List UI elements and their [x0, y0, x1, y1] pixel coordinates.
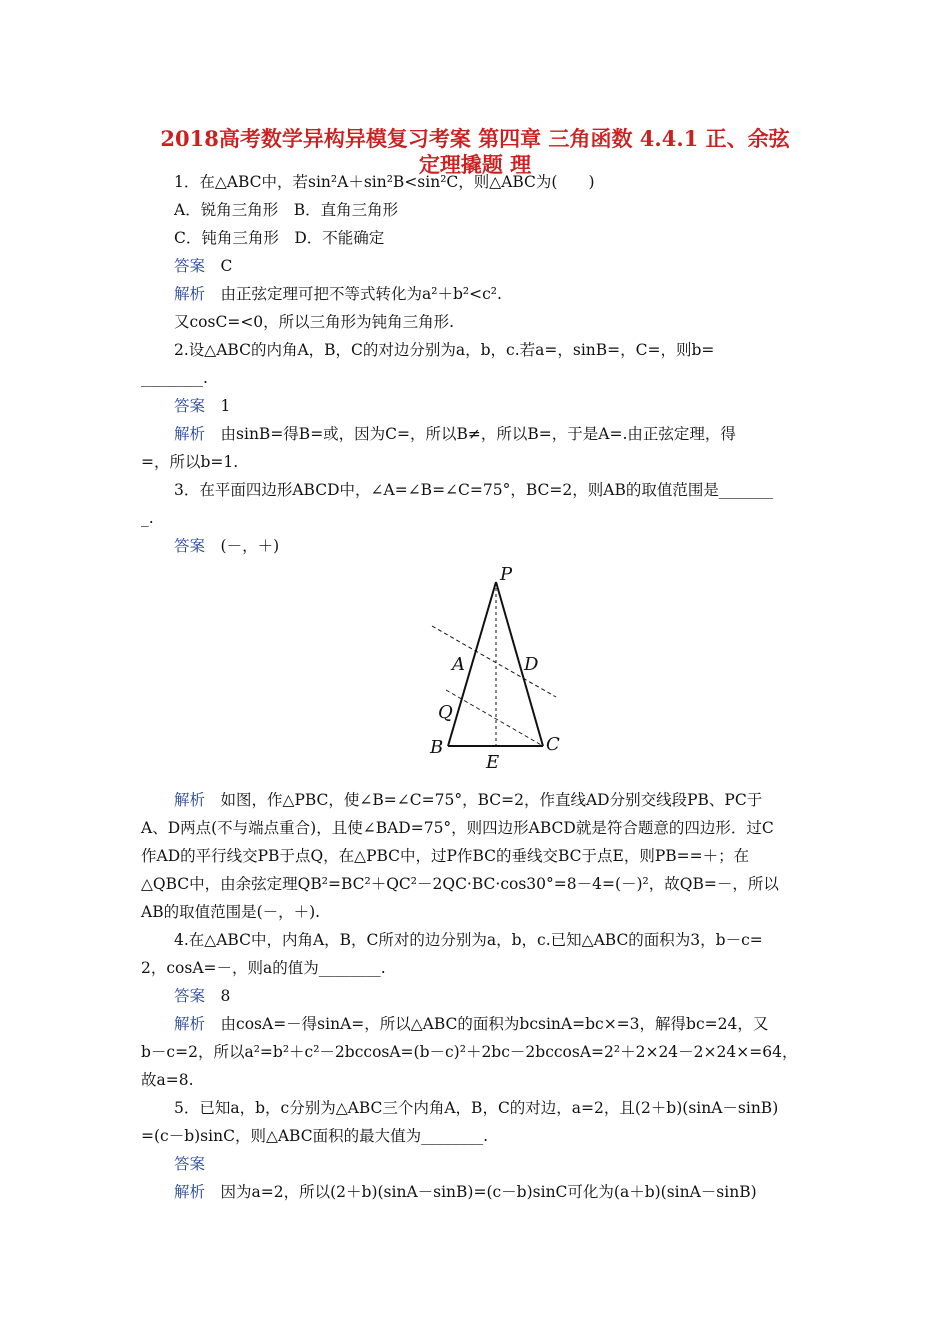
analysis-text: 如图，作△PBC，使∠B=∠C=75°，BC=2，作直线AD分别交线段PB、PC于	[220, 791, 763, 809]
answer-value: C	[220, 257, 233, 275]
analysis-label: 解析	[174, 791, 206, 809]
q1-analysis-2: 又cosC=<0，所以三角形为钝角三角形.	[174, 313, 455, 331]
triangle-figure	[410, 560, 575, 775]
answer-value: (－，＋)	[220, 537, 280, 555]
answer-label: 答案	[174, 537, 206, 555]
answer-value: 8	[220, 987, 231, 1005]
label-a: A	[452, 654, 465, 675]
answer-label: 答案	[174, 257, 206, 275]
q2-answer	[174, 395, 230, 417]
q3-analysis-2: A、D两点(不与端点重合)，且使∠BAD=75°，则四边形ABCD就是符合题意的四边形．过C	[141, 819, 774, 837]
analysis-label: 解析	[174, 285, 206, 303]
analysis-label: 解析	[174, 425, 206, 443]
q1-analysis	[174, 283, 502, 305]
q5-analysis	[174, 1181, 757, 1203]
q4-stem-2: 2，cosA=－，则a的值为________.	[141, 959, 386, 977]
label-q: Q	[438, 702, 453, 723]
q3-analysis-4: △QBC中，由余弦定理QB²=BC²＋QC²－2QC·BC·cos30°=8－4=(－)²，故QB=－，所以	[141, 875, 779, 893]
q4-answer	[174, 985, 230, 1007]
q3-analysis-5: AB的取值范围是(－，＋).	[141, 903, 321, 921]
q1-options-ab: A．锐角三角形 B．直角三角形	[174, 201, 399, 219]
answer-label: 答案	[174, 1155, 206, 1173]
q5-stem-2: =(c－b)sinC，则△ABC面积的最大值为________.	[141, 1127, 489, 1145]
analysis-text: 由正弦定理可把不等式转化为a²＋b²<c².	[220, 285, 502, 303]
answer-label: 答案	[174, 987, 206, 1005]
q1-stem: 1．在△ABC中，若sin²A＋sin²B<sin²C，则△ABC为( )	[174, 173, 595, 191]
answer-value: 1	[220, 397, 231, 415]
q5-stem: 5．已知a，b，c分别为△ABC三个内角A，B，C的对边，a=2，且(2＋b)(sinA－sinB)	[174, 1099, 779, 1117]
label-c: C	[546, 734, 560, 755]
q3-stem: 3．在平面四边形ABCD中，∠A=∠B=∠C=75°，BC=2，则AB的取值范围是_______	[174, 481, 774, 499]
analysis-text: 由cosA=－得sinA=，所以△ABC的面积为bcsinA=bc×=3，解得bc=24，又	[220, 1015, 769, 1033]
q1-answer	[174, 255, 232, 277]
q3-analysis	[174, 789, 762, 811]
answer-label: 答案	[174, 397, 206, 415]
q4-analysis	[174, 1013, 768, 1035]
q3-answer	[174, 535, 279, 557]
title-line-1: 2018高考数学异构异模复习考案 第四章 三角函数 4.4.1 正、余弦	[160, 126, 790, 151]
analysis-label: 解析	[174, 1015, 206, 1033]
label-b: B	[430, 737, 444, 758]
q3-blank: _.	[141, 509, 154, 527]
label-p: P	[500, 564, 513, 585]
title-line-2: 定理撬题 理	[418, 152, 532, 177]
analysis-text: 由sinB=得B=或，因为C=，所以B≠，所以B=，于是A=.由正弦定理，得	[220, 425, 736, 443]
analysis-text: 因为a=2，所以(2＋b)(sinA－sinB)=(c－b)sinC可化为(a＋b)(sinA－sinB)	[220, 1183, 757, 1201]
q2-analysis-2: =，所以b=1.	[141, 453, 239, 471]
q5-answer	[174, 1153, 221, 1175]
q3-analysis-3: 作AD的平行线交PB于点Q，在△PBC中，过P作BC的垂线交BC于点E，则PB==＋；在	[141, 847, 750, 865]
label-d: D	[524, 654, 539, 675]
q2-stem: 2.设△ABC的内角A，B，C的对边分别为a，b，c.若a=，sinB=，C=，则b=	[174, 341, 715, 359]
q4-analysis-3: 故a=8.	[141, 1071, 194, 1089]
q4-analysis-2: b－c=2，所以a²=b²＋c²－2bccosA=(b－c)²＋2bc－2bccosA=2²＋2×24－2×24×=64，	[141, 1043, 798, 1061]
label-e: E	[486, 752, 500, 773]
q2-blank: ________.	[141, 369, 208, 387]
analysis-label: 解析	[174, 1183, 206, 1201]
q2-analysis	[174, 423, 736, 445]
q1-options-cd: C．钝角三角形 D．不能确定	[174, 229, 385, 247]
q4-stem: 4.在△ABC中，内角A，B，C所对的边分别为a，b，c.已知△ABC的面积为3，b－c=	[174, 931, 763, 949]
